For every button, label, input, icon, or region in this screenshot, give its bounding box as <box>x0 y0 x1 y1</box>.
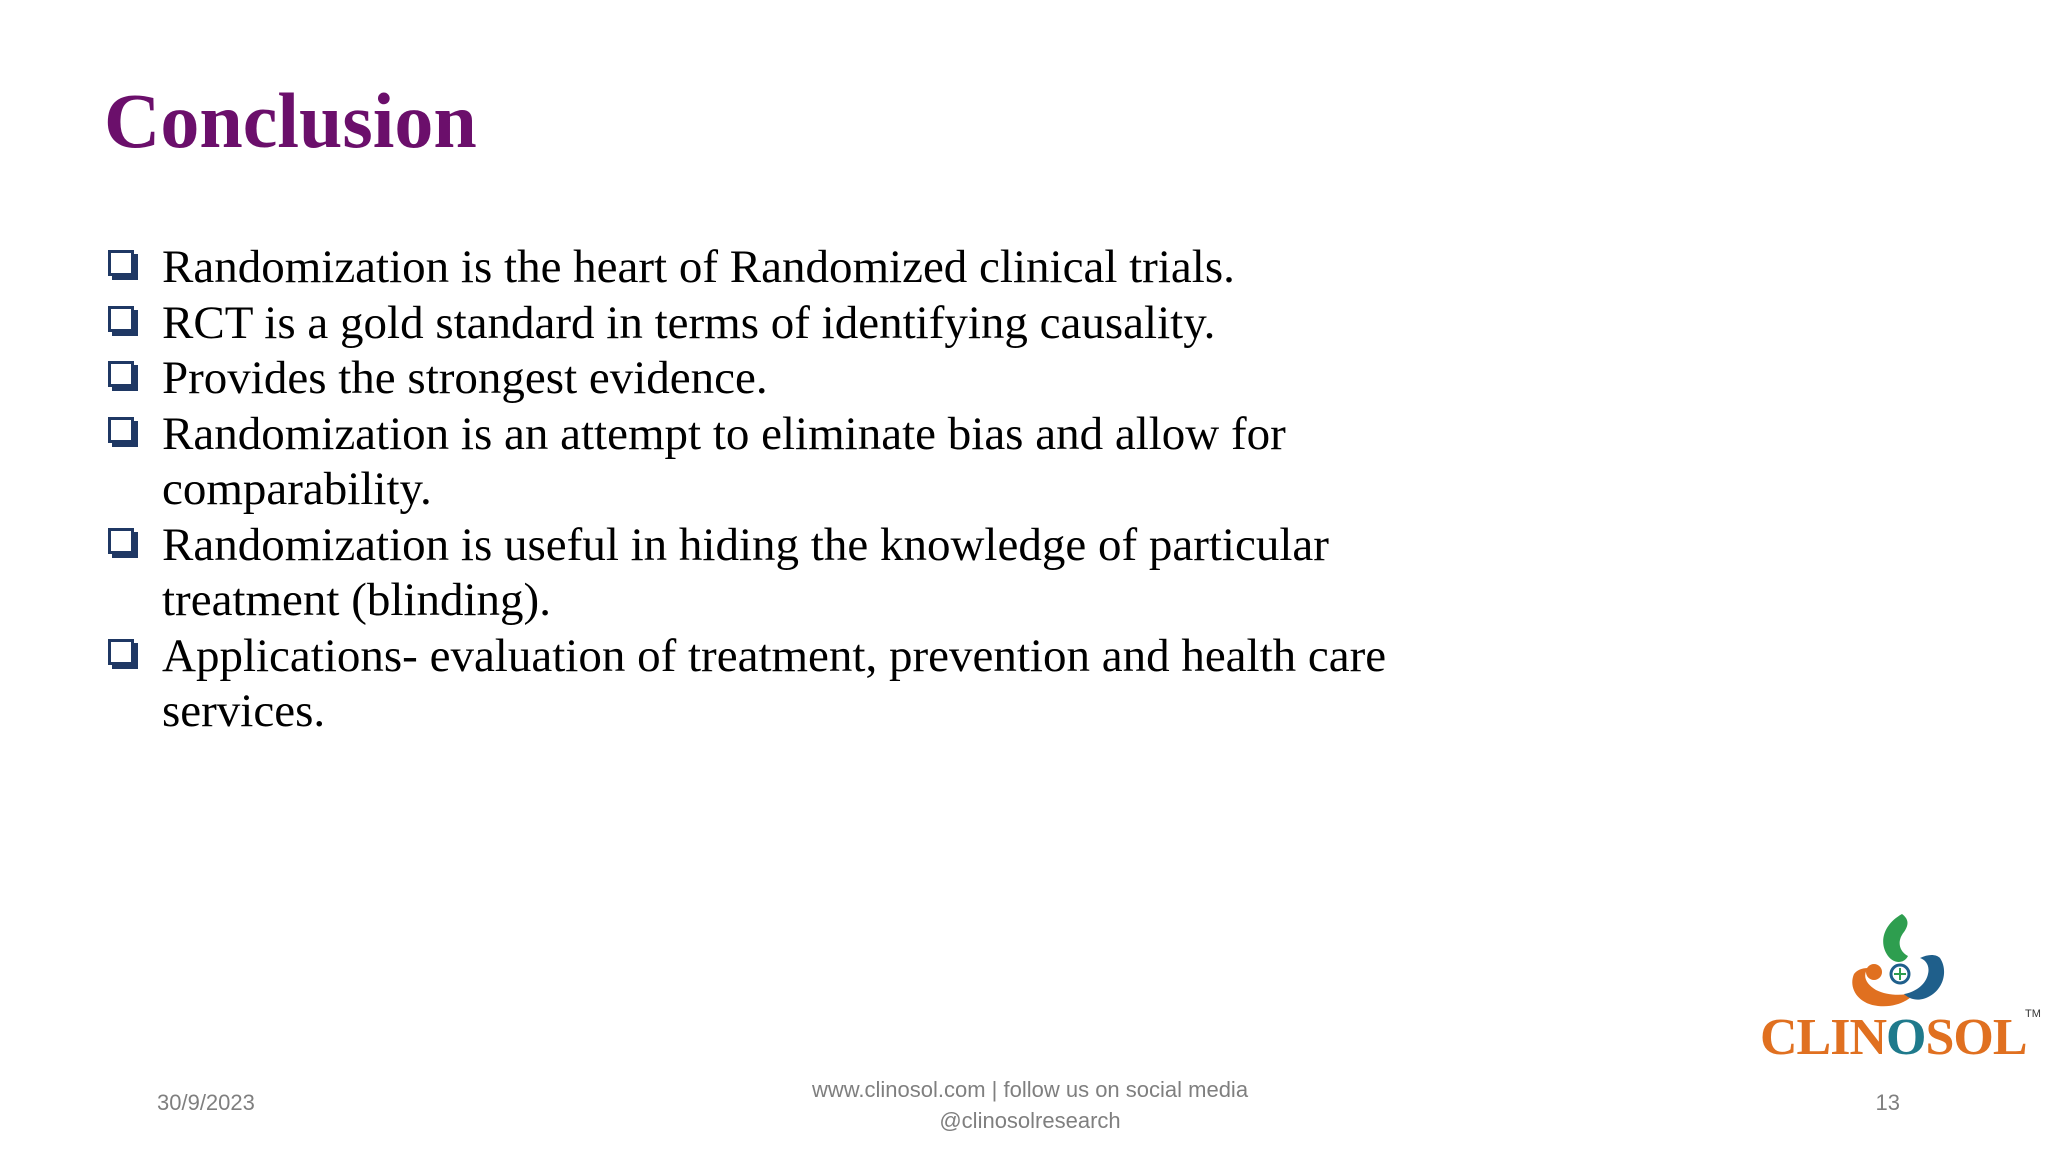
trademark-symbol: TM <box>2025 1008 2041 1020</box>
bullet-item <box>104 629 1504 740</box>
checkbox-square-icon <box>108 528 134 554</box>
footer-website <box>730 1074 1330 1136</box>
checkbox-square-icon <box>108 306 134 332</box>
bullet-text: Provides the strongest evidence. <box>162 352 768 404</box>
bullet-text: Randomization is the heart of Randomized clinical trials. <box>162 241 1235 293</box>
checkbox-square-icon <box>108 417 134 443</box>
bullet-text: Randomization is useful in hiding the knowledge of particular treatment (blinding). <box>162 518 1329 626</box>
bullet-item <box>104 518 1504 629</box>
logo-wordmark: CLINOSOL <box>1760 1009 2027 1066</box>
footer-date: 30/9/2023 <box>157 1090 255 1115</box>
clinosol-logo <box>1760 912 2040 1072</box>
page-number: 13 <box>1875 1090 1900 1115</box>
bullet-item <box>104 296 1504 352</box>
footer-social-handle: @clinosolresearch <box>939 1108 1121 1133</box>
logo-hands-icon <box>1844 912 1954 1012</box>
bullet-text: Randomization is an attempt to eliminate bias and allow for comparability. <box>162 407 1286 515</box>
bullet-item <box>104 407 1504 518</box>
checkbox-square-icon <box>108 639 134 665</box>
bullet-item <box>104 351 1504 407</box>
footer-website-line: www.clinosol.com | follow us on social media <box>811 1077 1249 1102</box>
bullet-list <box>104 240 1504 740</box>
checkbox-square-icon <box>108 250 134 276</box>
checkbox-square-icon <box>108 361 134 387</box>
bullet-item <box>104 240 1504 296</box>
bullet-text: Applications- evaluation of treatment, prevention and health care services. <box>162 629 1387 737</box>
bullet-text: RCT is a gold standard in terms of identifying causality. <box>162 296 1216 349</box>
slide-title: Conclusion <box>104 77 477 164</box>
